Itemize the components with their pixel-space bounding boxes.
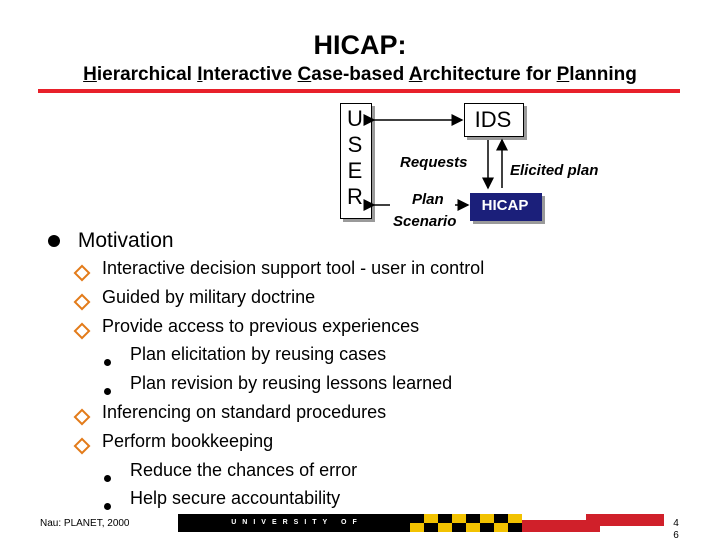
footer-author: Nau: PLANET, 2000 [40, 518, 130, 529]
user-letter: R [347, 184, 363, 209]
page-number-line1: 4 [673, 518, 679, 529]
diamond-bullet-icon [76, 291, 88, 312]
diamond-bullet-icon [76, 320, 88, 341]
page-number [666, 518, 686, 542]
user-letter: E [347, 158, 363, 183]
dot-bullet-icon [104, 380, 111, 401]
subtitle-initial: C [297, 64, 312, 85]
bullet-text: Perform bookkeeping [102, 431, 274, 451]
motivation-bullet [48, 229, 174, 253]
requests-label: Requests [400, 154, 468, 171]
subtitle-word: lanning [569, 64, 637, 85]
motivation-heading: Motivation [77, 229, 174, 252]
bullet-text: Plan revision by reusing lessons learned [130, 373, 453, 393]
scenario-label: Scenario [393, 213, 457, 230]
subtitle-initial: H [83, 64, 97, 85]
bullet-dot-icon [48, 235, 60, 247]
subtitle-word: ase-based [311, 64, 409, 85]
elicited-plan-label: Elicited plan [510, 162, 599, 179]
university-banner [178, 514, 664, 544]
university-name-bar [178, 514, 410, 544]
university-name: UNIVERSITY OF MARYLAND [231, 519, 363, 544]
diamond-bullet-icon [76, 435, 88, 456]
subtitle-initial: I [197, 64, 203, 85]
hicap-label: HICAP [481, 197, 529, 214]
dot-bullet-icon [104, 495, 111, 516]
subtitle-initial: A [408, 64, 423, 85]
bullet-text: Help secure accountability [130, 488, 341, 508]
plan-label: Plan [412, 191, 444, 208]
bullet-text: Inferencing on standard procedures [102, 402, 387, 422]
diamond-bullet-icon [76, 262, 88, 283]
bullet-text: Reduce the chances of error [130, 460, 358, 480]
bullet-text: Guided by military doctrine [102, 287, 316, 307]
slide-title: HICAP: [313, 30, 407, 60]
subtitle-initial: P [556, 64, 570, 85]
page-number-line2: 6 [673, 530, 679, 541]
bullet-text: Interactive decision support tool - user in control [102, 258, 485, 278]
subtitle-word: nteractive [202, 64, 298, 85]
bullet-text: Plan elicitation by reusing cases [130, 344, 387, 364]
user-letter: S [347, 132, 363, 157]
dot-bullet-icon [104, 351, 111, 372]
maryland-flag-pattern [410, 514, 664, 532]
subtitle-word: ierarchical [96, 64, 198, 85]
bullet-text: Provide access to previous experiences [102, 316, 420, 336]
subtitle-word: rchitecture for [422, 64, 557, 85]
diamond-bullet-icon [76, 406, 88, 427]
user-letter: U [347, 106, 363, 131]
ids-label: IDS [474, 107, 512, 132]
dot-bullet-icon [104, 467, 111, 488]
